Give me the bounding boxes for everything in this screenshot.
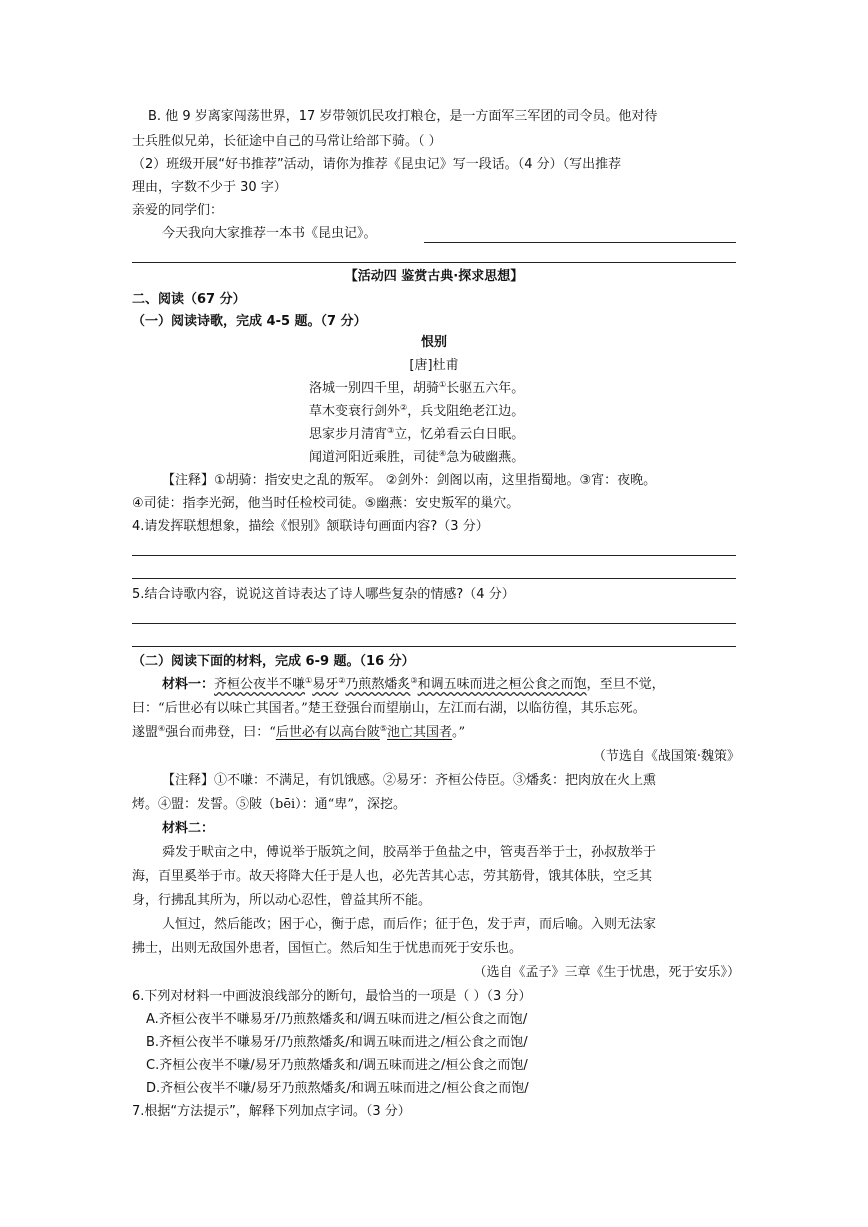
question-5: 5.结合诗歌内容，说说这首诗表达了诗人哪些复杂的情感?（4 分） bbox=[132, 587, 515, 602]
question-7: 7.根据“方法提示”，解释下列加点字词。（3 分） bbox=[132, 1104, 411, 1119]
question-6: 6.下列对材料一中画波浪线部分的断句，最恰当的一项是（ ）（3 分） bbox=[132, 989, 532, 1004]
poem-line: 思家步月清宵③立，忆弟看云白日眠。 bbox=[309, 426, 525, 442]
material-2-line: 身，行拂乱其所为，所以动心忍性，曾益其所不能。 bbox=[132, 893, 432, 908]
answer-line[interactable] bbox=[132, 262, 736, 263]
material-2-line: 海，百里奚举于市。故天将降大任于是人也，必先苦其心志，劳其筋骨，饿其体肤，空乏其 bbox=[132, 869, 653, 884]
poem-note-line-2: ④司徒：指李光弼，他当时任检校司徒。⑤幽燕：安史叛军的巢穴。 bbox=[132, 496, 520, 511]
material-2-line: 拂士，出则无敌国外患者，国恒亡。然后知生于忧患而死于安乐也。 bbox=[132, 941, 523, 956]
poem-author: [唐]杜甫 bbox=[409, 358, 459, 373]
q6-option-a: A.齐桓公夜半不嗛易牙/乃煎熬燔炙和/调五味而进之/桓公食之而饱/ bbox=[146, 1012, 528, 1027]
poem-title: 恨别 bbox=[420, 335, 447, 350]
material-2-source: （选自《孟子》三章《生于忧患，死于安乐》） bbox=[473, 965, 740, 980]
reading-header: 二、阅读（67 分） bbox=[132, 292, 246, 307]
q6-option-d: D.齐桓公夜半不嗛/易牙乃煎熬燔炙/和调五味而进之/桓公食之而饱/ bbox=[146, 1081, 529, 1096]
answer-line[interactable] bbox=[132, 555, 736, 556]
material-1-line-2: 曰：“后世必有以味亡其国者。”楚王登强台而望崩山，左江而右湖，以临彷徨，其乐忘死。 bbox=[132, 701, 646, 716]
recommend-start: 今天我向大家推荐一本书《昆虫记》。 bbox=[162, 226, 377, 241]
material-2-line: 人恒过，然后能改；困于心，衡于虑，而后作；征于色，发于声，而后喻。入则无法家 bbox=[162, 917, 657, 932]
q6-option-b: B.齐桓公夜半不嗛易牙/乃煎熬燔炙/和调五味而进之/桓公食之而饱/ bbox=[146, 1035, 528, 1050]
question-4: 4.请发挥联想想象，描绘《恨别》颔联诗句画面内容?（3 分） bbox=[132, 519, 489, 534]
poem-line: 洛城一别四千里，胡骑①长驱五六年。 bbox=[309, 380, 525, 396]
material-1-line-3: 遂盟④强台而弗登，曰：“后世必有以高台陂⑤池亡其国者。” bbox=[132, 724, 466, 740]
material-intro: （二）阅读下面的材料，完成 6-9 题。（16 分） bbox=[132, 654, 415, 669]
answer-line[interactable] bbox=[132, 578, 736, 579]
q6-option-c: C.齐桓公夜半不嗛/易牙乃煎熬燔炙和/调五味而进之/桓公食之而饱/ bbox=[146, 1058, 528, 1073]
q2-line-1: （2）班级开展“好书推荐”活动，请你为推荐《昆虫记》写一段话。（4 分）（写出推荐 bbox=[132, 157, 622, 172]
b-option-line-1: B. 他 9 岁离家闯荡世界，17 岁带领饥民攻打粮仓，是一方面军三军团的司令员。他对待 bbox=[148, 109, 658, 124]
answer-line[interactable] bbox=[132, 623, 736, 624]
poem-line: 草木变衰行剑外②，兵戈阻绝老江边。 bbox=[309, 403, 525, 419]
material-2-label: 材料二： bbox=[162, 821, 215, 836]
material-2-line: 舜发于畎亩之中，傅说举于版筑之间，胶鬲举于鱼盐之中，管夷吾举于士，孙叔敖举于 bbox=[162, 845, 657, 860]
material-1-note-line-2: 烤。④盟：发誓。⑤陂（bēi）：通“卑”，深挖。 bbox=[132, 797, 406, 812]
material-1-source: （节选自《战国策·魏策》 bbox=[592, 749, 740, 764]
q2-line-2: 理由，字数不少于 30 字） bbox=[132, 180, 287, 195]
material-1-line-1: 材料一：齐桓公夜半不嗛①易牙②乃煎熬燔炙③和调五味而进之桓公食之而饱，至旦不觉， bbox=[162, 676, 665, 692]
b-option-line-2: 士兵胜似兄弟，长征途中自己的马常让给部下骑。（ ） bbox=[132, 134, 442, 149]
poem-line: 闻道河阳近乘胜，司徒④急为破幽燕。 bbox=[309, 449, 525, 465]
answer-line[interactable] bbox=[132, 646, 736, 647]
activity-header: 【活动四 鉴赏古典·探求思想】 bbox=[344, 269, 524, 284]
material-1-note-line-1: 【注释】①不嗛：不满足，有饥饿感。②易牙：齐桓公侍臣。③燔炙：把肉放在火上熏 bbox=[162, 773, 657, 788]
poem-note-line-1: 【注释】①胡骑：指安史之乱的叛军。 ②剑外：剑阁以南，这里指蜀地。③宵：夜晚。 bbox=[162, 473, 657, 488]
greeting: 亲爱的同学们： bbox=[132, 203, 224, 218]
poem-intro: （一）阅读诗歌，完成 4-5 题。（7 分） bbox=[132, 314, 367, 329]
answer-line[interactable] bbox=[424, 242, 736, 243]
